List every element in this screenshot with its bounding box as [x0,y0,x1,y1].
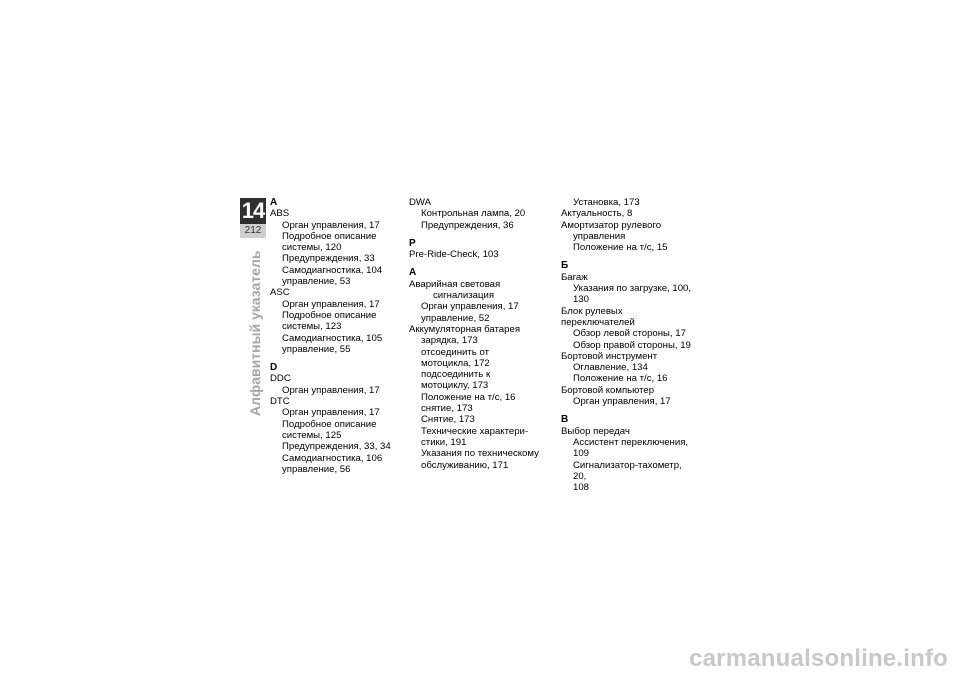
index-subentry: Контрольная лампа, 20 [421,208,526,220]
index-term: Аварийная световая [409,278,501,290]
index-letter: D [270,362,278,374]
index-term: DWA [409,197,432,208]
chapter-number: 14 [241,198,265,223]
index-subentry: 108 [573,482,590,494]
index-subentry: Снятие, 173 [421,414,475,426]
section-gap [409,231,543,238]
index-subentry: 130 [573,294,590,306]
index-letter: P [409,237,416,249]
index-subentry: Обзор правой стороны, 19 [573,339,691,351]
index-subentry: Самодиагностика, 104 [282,264,383,276]
index-letter: В [561,414,569,426]
index-subentry: Самодиагностика, 106 [282,452,383,464]
index-subentry: Орган управления, 17 [282,407,380,419]
index-subentry: управления [573,230,626,242]
index-term: Pre-Ride-Check, 103 [409,249,499,261]
index-letter: A [270,197,278,208]
index-term: Бортовой инструмент [561,350,658,362]
index-subentry: Технические характери- [421,425,529,437]
index-column-3 [561,197,695,493]
index-term: ABS [270,208,290,220]
index-term: Выбор передач [561,425,630,437]
index-term: DDC [270,373,291,385]
index-subentry: Орган управления, 17 [282,219,380,231]
index-subentry: Оглавление, 134 [573,362,648,374]
index-subentry: системы, 120 [282,242,342,254]
index-subentry: Указания по загрузке, 100, [573,283,692,295]
index-subentry: Обзор левой стороны, 17 [573,328,686,340]
index-subentry: Положение на т/с, 16 [421,391,516,403]
index-term: Бортовой компьютер [561,384,655,396]
index-term: Актуальность, 8 [561,208,633,220]
index-subentry: Орган управления, 17 [282,384,380,396]
index-subentry: Орган управления, 17 [573,396,671,408]
index-subentry: Ассистент переключения, 109 [573,436,689,460]
index-subentry: Подробное описание [282,418,377,430]
index-term: Аккумуляторная батарея [409,323,521,335]
index-subentry: мотоциклу, 173 [421,380,489,392]
index-subentry: Подробное описание [282,309,377,321]
watermark: carmanualsonline.info [689,645,948,672]
index-subentry: обслуживанию, 171 [421,459,509,471]
index-term: ASC [270,287,290,299]
index-subentry: Положение на т/с, 15 [573,242,668,254]
index-term: Багаж [561,271,588,283]
index-subentry: подсоединить к [421,369,491,381]
index-term: DTC [270,396,290,408]
index-subentry: Установка, 173 [573,197,640,208]
index-subentry: стики, 191 [421,436,467,448]
index-subentry: Предупреждения, 33, 34 [282,441,391,453]
index-term-continuation: сигнализация [433,290,495,302]
section-gap [270,355,404,362]
index-subentry: системы, 123 [282,321,342,333]
index-subentry: Самодиагностика, 105 [282,332,383,344]
index-subentry: снятие, 173 [421,403,473,415]
index-subentry: Предупреждения, 33 [282,253,375,265]
index-subentry: управление, 52 [421,312,490,324]
chapter-title: Алфавитный указатель [247,250,263,416]
section-gap [561,407,695,414]
index-subentry: Указания по техническому [421,448,539,460]
index-letter: Б [561,260,569,272]
index-subentry: Орган управления, 17 [421,301,519,313]
index-column-2 [409,197,543,471]
index-subentry: Сигнализатор-тахометр, 20, [573,459,682,482]
index-subentry: Подробное описание [282,230,377,242]
index-subentry: управление, 56 [282,463,351,475]
index-column-1 [270,197,404,475]
chapter-marker [240,198,266,238]
index-subentry: зарядка, 173 [421,335,478,347]
index-subentry: Орган управления, 17 [282,298,380,310]
index-subentry: Положение на т/с, 16 [573,373,668,385]
index-subentry: системы, 125 [282,429,342,441]
index-term: Амортизатор рулевого [561,219,662,231]
section-gap [409,260,543,267]
index-subentry: отсоединить от [421,346,489,358]
index-subentry: Предупреждения, 36 [421,219,514,231]
index-subentry: управление, 53 [282,276,351,288]
page-number: 212 [240,224,266,238]
index-letter: А [409,267,417,279]
section-gap [561,253,695,260]
index-subentry: мотоцикла, 172 [421,357,490,369]
index-subentry: управление, 55 [282,343,351,355]
index-term: Блок рулевых переключателей [561,305,635,328]
